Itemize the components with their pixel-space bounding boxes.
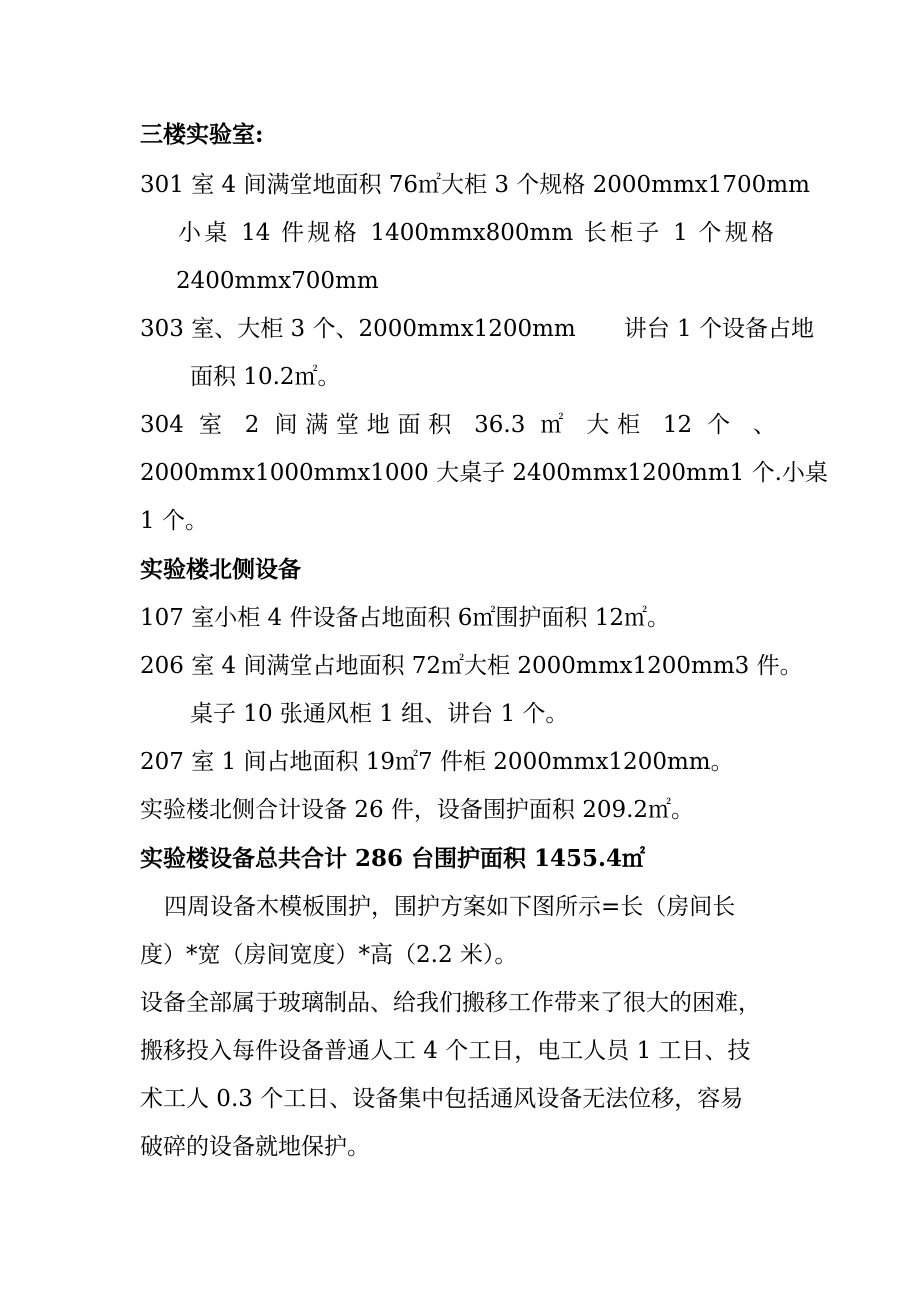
room-207-line: 207 室 1 间占地面积 19㎡7 件柜 2000mmx1200mm。 <box>140 749 734 775</box>
grand-total: 实验楼设备总共合计 286 台围护面积 1455.4㎡ <box>140 845 646 872</box>
room-301-line-3: 2400mmx700mm <box>176 268 379 294</box>
section-heading-north-side: 实验楼北侧设备 <box>140 556 301 583</box>
north-side-subtotal: 实验楼北侧合计设备 26 件，设备围护面积 209.2㎡。 <box>140 797 695 823</box>
room-304-line-3: 1 个。 <box>140 508 208 534</box>
protection-paragraph-line-2: 度）*宽（房间宽度）*高（2.2 米）。 <box>140 942 518 968</box>
room-303-line-1 <box>140 314 814 344</box>
room-303-line-1-part-a: 303 室、大柜 3 个、2000mmx1200mm <box>140 316 576 342</box>
moving-paragraph-line-1: 设备全部属于玻璃制品、给我们搬移工作带来了很大的困难， <box>140 990 761 1016</box>
room-107-line: 107 室小柜 4 件设备占地面积 6㎡围护面积 12㎡。 <box>140 605 670 631</box>
protection-paragraph-line-1: 四周设备木模板围护，围护方案如下图所示=长（房间长 <box>164 894 736 920</box>
room-206-line-1: 206 室 4 间满堂占地面积 72㎡大柜 2000mmx1200mm3 件。 <box>140 653 803 679</box>
room-303-line-2: 面积 10.2㎡。 <box>190 364 341 390</box>
room-206-line-2: 桌子 10 张通风柜 1 组、讲台 1 个。 <box>190 701 569 727</box>
moving-paragraph-line-4: 破碎的设备就地保护。 <box>140 1134 370 1160</box>
room-304-line-1: 304 室 2 间满堂地面积 36.3 ㎡ 大柜 12 个 、 <box>140 412 776 438</box>
room-304-line-2: 2000mmx1000mmx1000 大桌子 2400mmx1200mm1 个.小桌 <box>140 460 828 486</box>
moving-paragraph-line-2: 搬移投入每件设备普通人工 4 个工日，电工人员 1 工日、技 <box>140 1038 751 1064</box>
moving-paragraph-line-3: 术工人 0.3 个工日、设备集中包括通风设备无法位移，容易 <box>140 1086 744 1112</box>
room-301-line-1: 301 室 4 间满堂地面积 76㎡大柜 3 个规格 2000mmx1700mm <box>140 172 810 198</box>
room-301-line-2: 小桌 14 件规格 1400mmx800mm 长柜子 1 个规格 <box>178 220 774 246</box>
section-heading-third-floor: 三楼实验室: <box>140 121 264 148</box>
room-303-line-1-part-b: 讲台 1 个设备占地 <box>623 316 815 342</box>
